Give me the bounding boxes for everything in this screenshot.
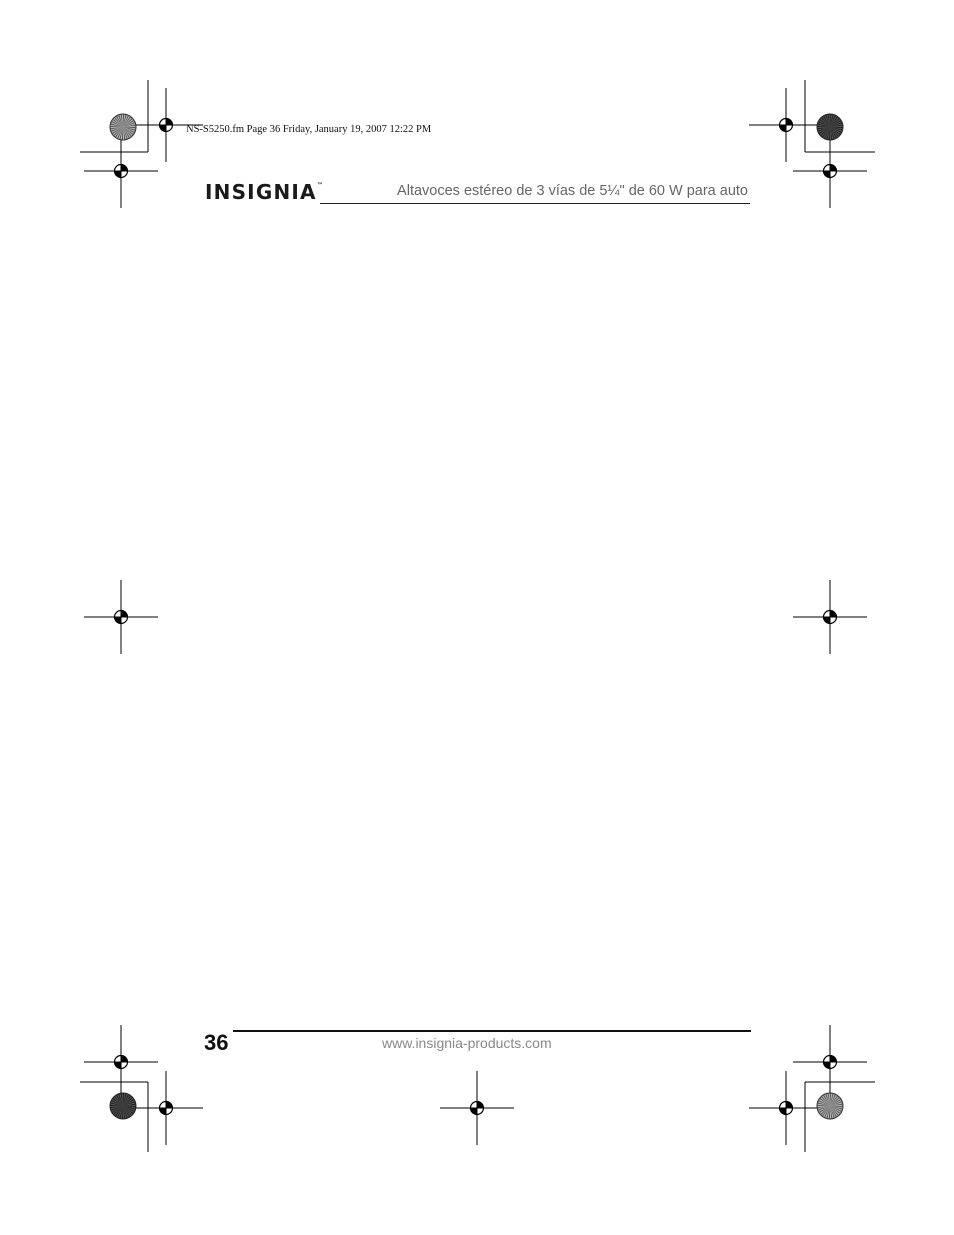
brand-name: INSIGNIA — [205, 180, 317, 204]
starburst-calibration-icon — [817, 114, 843, 140]
starburst-calibration-icon — [110, 1093, 136, 1119]
starburst-calibration-icon — [817, 1093, 843, 1119]
crosshair-registration-icon — [793, 134, 867, 208]
crosshair-registration-icon — [440, 1071, 514, 1145]
crosshair-registration-icon — [84, 580, 158, 654]
crosshair-registration-icon — [793, 1025, 867, 1099]
footer-url: www.insignia-products.com — [382, 1035, 552, 1051]
crosshair-registration-icon — [84, 134, 158, 208]
trademark-symbol: ™ — [316, 182, 323, 189]
footer-rule — [233, 1030, 751, 1032]
file-slug-line: NS-S5250.fm Page 36 Friday, January 19, 2007 12:22 PM — [186, 124, 432, 135]
running-header-title: Altavoces estéreo de 3 vías de 5¼" de 60 W para auto — [397, 183, 748, 199]
starburst-calibration-icon — [110, 114, 136, 140]
crosshair-registration-icon — [793, 580, 867, 654]
insignia-logo — [205, 180, 323, 204]
page-number: 36 — [204, 1030, 229, 1055]
header-rule — [320, 203, 750, 204]
crosshair-registration-icon — [84, 1025, 158, 1099]
crosshair-registration-icon — [749, 88, 823, 162]
